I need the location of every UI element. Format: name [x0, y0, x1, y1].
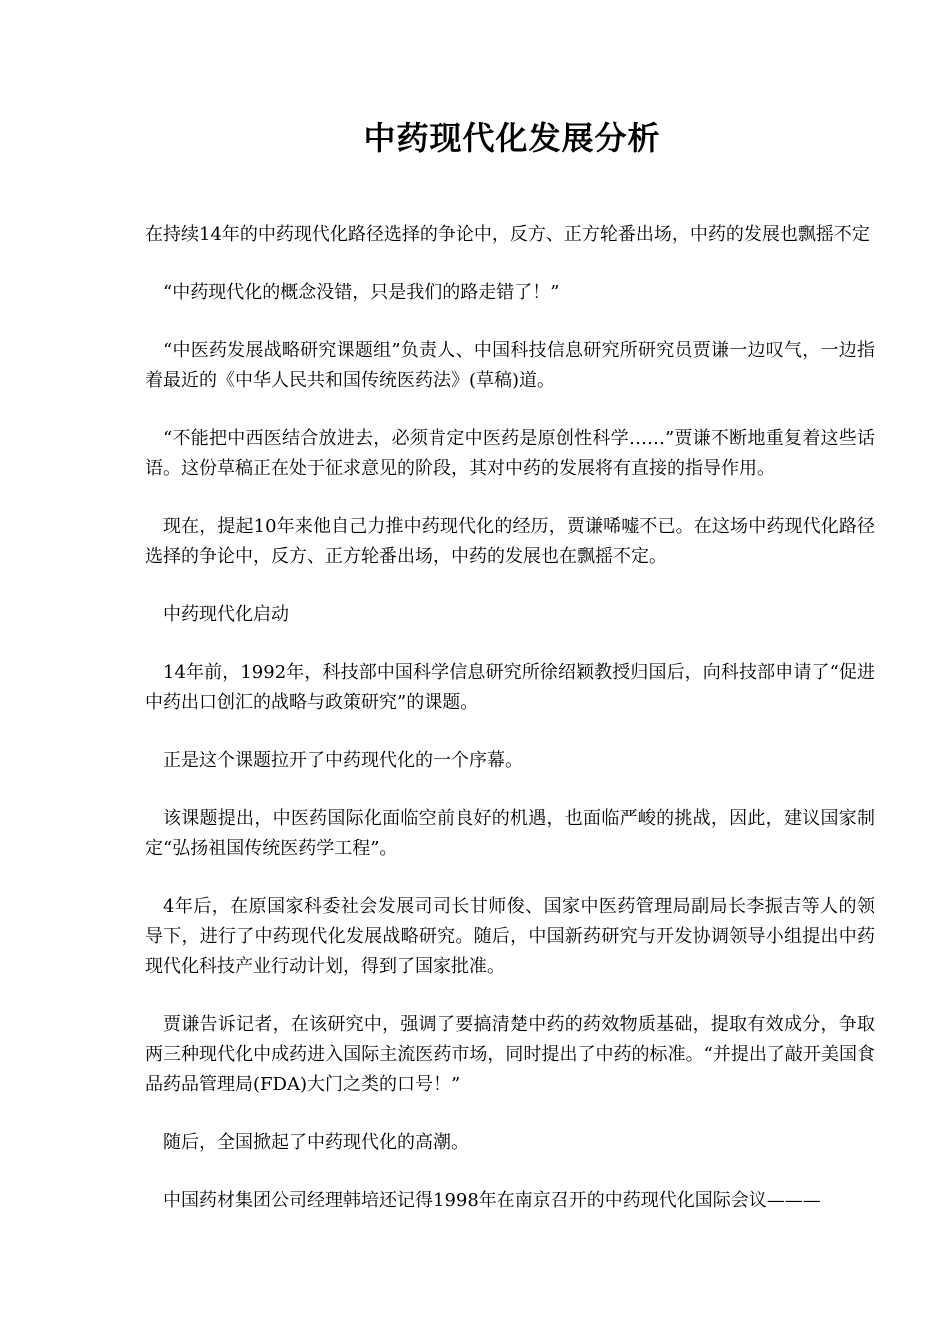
body-paragraph: 该课题提出，中医药国际化面临空前良好的机遇，也面临严峻的挑战，因此，建议国家制定“弘扬祖国传统医药学工程”。 — [145, 808, 875, 859]
body-paragraph: 正是这个课题拉开了中药现代化的一个序幕。 — [163, 750, 523, 771]
body-paragraph: 贾谦告诉记者，在该研究中，强调了要搞清楚中药的药效物质基础，提取有效成分，争取两三种现代化中成药进入国际主流医药市场，同时提出了中药的标准。“并提出了敲开美国食品药品管理局(FDA)大门之类的口号！” — [145, 1014, 875, 1095]
document-body — [145, 220, 875, 1244]
body-paragraph: 随后，全国掀起了中药现代化的高潮。 — [163, 1132, 469, 1153]
body-paragraph: 现在，提起10年来他自己力推中药现代化的经历，贾谦唏嘘不已。在这场中药现代化路径选择的争论中，反方、正方轮番出场，中药的发展也在飘摇不定。 — [145, 516, 875, 567]
body-paragraph: 14年前，1992年，科技部中国科学信息研究所徐绍颖教授归国后，向科技部申请了“促进中药出口创汇的战略与政策研究”的课题。 — [145, 662, 875, 713]
body-paragraph: 在持续14年的中药现代化路径选择的争论中，反方、正方轮番出场，中药的发展也飘摇不定 — [145, 224, 870, 245]
body-paragraph: “中药现代化的概念没错，只是我们的路走错了！” — [163, 282, 560, 303]
document-title: 中药现代化发展分析 — [363, 119, 661, 157]
body-paragraph: “中医药发展战略研究课题组”负责人、中国科技信息研究所研究员贾谦一边叹气，一边指着最近的《中华人民共和国传统医药法》(草稿)道。 — [145, 340, 875, 391]
body-paragraph: “不能把中西医结合放进去，必须肯定中医药是原创性科学……”贾谦不断地重复着这些话语。这份草稿正在处于征求意见的阶段，其对中药的发展将有直接的指导作用。 — [145, 428, 875, 479]
body-paragraph: 中药现代化启动 — [163, 604, 289, 625]
body-paragraph: 4年后，在原国家科委社会发展司司长甘师俊、国家中医药管理局副局长李振吉等人的领导下，进行了中药现代化发展战略研究。随后，中国新药研究与开发协调领导小组提出中药现代化科技产业行动计划，得到了国家批准。 — [145, 896, 875, 977]
body-paragraph: 中国药材集团公司经理韩培还记得1998年在南京召开的中药现代化国际会议——— — [163, 1190, 821, 1211]
